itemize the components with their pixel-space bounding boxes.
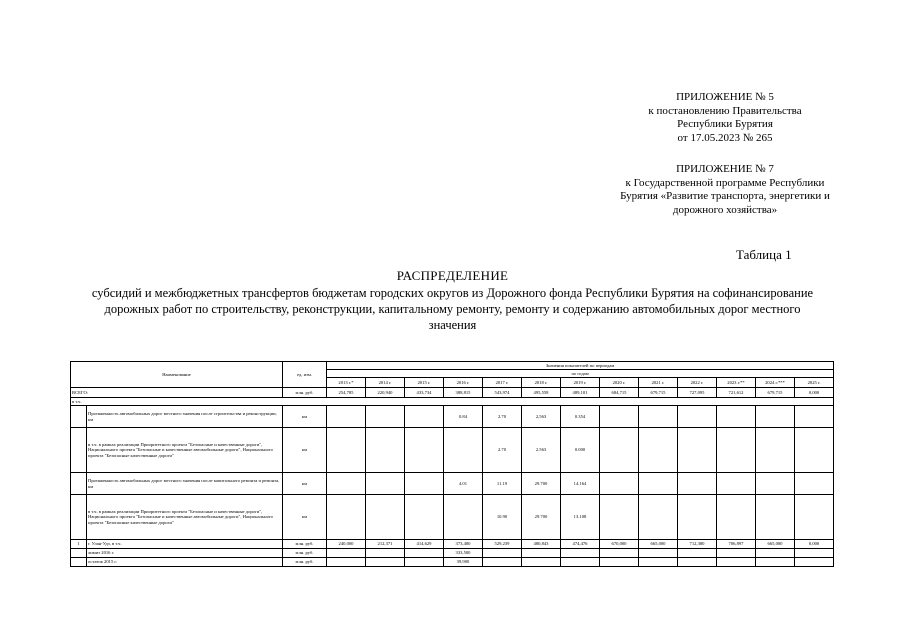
value-cell bbox=[444, 495, 483, 540]
value-cell bbox=[756, 428, 795, 473]
header-year-cell: 2025 г. bbox=[795, 378, 834, 388]
value-cell: 679,715 bbox=[756, 388, 795, 398]
value-cell: 670,000 bbox=[600, 540, 639, 549]
table-body bbox=[71, 388, 834, 567]
value-cell bbox=[522, 549, 561, 558]
indicator-label: в т.ч. в рамках реализации Приоритетного проекта "Безопасные и качественные дороги", Национального проекта "Безопасные и качественные автомобильные дороги", Национального проекта "Безопасные качественные дороги" bbox=[87, 428, 283, 473]
city-row bbox=[71, 540, 834, 549]
value-cell: 212,371 bbox=[366, 540, 405, 549]
total-unit: млн. руб. bbox=[283, 388, 327, 398]
indicator-label: Протяженность автомобильных дорог местного значения после капитального ремонта и ремонта, км bbox=[87, 473, 283, 495]
value-cell bbox=[678, 558, 717, 567]
value-cell: 712,380 bbox=[678, 540, 717, 549]
header-year-cell: 2017 г. bbox=[483, 378, 522, 388]
value-cell bbox=[717, 473, 756, 495]
value-cell: 727,095 bbox=[678, 388, 717, 398]
value-cell bbox=[795, 549, 834, 558]
value-cell: 373,400 bbox=[444, 540, 483, 549]
value-cell bbox=[756, 558, 795, 567]
value-cell: 254,785 bbox=[327, 388, 366, 398]
city-row bbox=[71, 549, 834, 558]
value-cell: 480,843 bbox=[522, 540, 561, 549]
city-row bbox=[71, 558, 834, 567]
value-cell: 495,558 bbox=[522, 388, 561, 398]
section-row bbox=[71, 398, 834, 406]
value-cell bbox=[366, 406, 405, 428]
value-cell bbox=[678, 428, 717, 473]
value-cell: 388,815 bbox=[444, 388, 483, 398]
value-cell: 2.70 bbox=[483, 428, 522, 473]
header-year-cell: 2018 г. bbox=[522, 378, 561, 388]
value-cell bbox=[639, 495, 678, 540]
value-cell bbox=[639, 428, 678, 473]
value-cell bbox=[600, 473, 639, 495]
value-cell bbox=[327, 428, 366, 473]
table-number: Таблица 1 bbox=[736, 247, 792, 262]
value-cell bbox=[756, 406, 795, 428]
value-cell bbox=[366, 549, 405, 558]
appendix-5-line: от 17.05.2023 № 265 bbox=[677, 131, 773, 144]
value-cell bbox=[639, 549, 678, 558]
value-cell bbox=[522, 558, 561, 567]
value-cell bbox=[678, 473, 717, 495]
header-year-cell: 2016 г. bbox=[444, 378, 483, 388]
value-cell bbox=[600, 495, 639, 540]
indicator-unit: км bbox=[283, 406, 327, 428]
value-cell bbox=[561, 549, 600, 558]
appendix-5-line: Республики Бурятия bbox=[677, 118, 773, 130]
value-cell: 220,940 bbox=[366, 388, 405, 398]
value-cell bbox=[639, 558, 678, 567]
value-cell bbox=[678, 495, 717, 540]
appendix-7-line: к Государственной программе Республики bbox=[625, 176, 825, 189]
indicator-label: в т.ч. в рамках реализации Приоритетного проекта "Безопасные и качественные дороги", Национального проекта "Безопасные и качественные автомобильные дороги", Национального проекта "Безопасные качественные дороги" bbox=[87, 495, 283, 540]
row-number: 1 bbox=[71, 540, 87, 549]
indicator-unit: км bbox=[283, 495, 327, 540]
value-cell: 665,000 bbox=[756, 540, 795, 549]
value-cell bbox=[600, 406, 639, 428]
value-cell bbox=[717, 428, 756, 473]
value-cell bbox=[444, 428, 483, 473]
value-cell bbox=[678, 406, 717, 428]
value-cell bbox=[717, 495, 756, 540]
value-cell: 2,563 bbox=[522, 406, 561, 428]
value-cell: 2.563 bbox=[522, 428, 561, 473]
header-year-cell: 2019 г. bbox=[561, 378, 600, 388]
value-cell bbox=[405, 549, 444, 558]
indent-cell bbox=[71, 495, 87, 540]
value-cell: 333,500 bbox=[444, 549, 483, 558]
value-cell bbox=[405, 428, 444, 473]
indent-cell bbox=[71, 406, 87, 428]
value-cell bbox=[366, 428, 405, 473]
header-year-cell: 2024 г.*** bbox=[756, 378, 795, 388]
row-number bbox=[71, 558, 87, 567]
value-cell: 665,000 bbox=[639, 540, 678, 549]
appendix-5-block bbox=[600, 91, 850, 145]
value-cell bbox=[756, 473, 795, 495]
appendix-7-line: дорожного хозяйства» bbox=[672, 203, 778, 216]
value-cell: 414,629 bbox=[405, 540, 444, 549]
city-unit: млн. руб. bbox=[283, 540, 327, 549]
value-cell: 543,974 bbox=[483, 388, 522, 398]
value-cell: 721,612 bbox=[717, 388, 756, 398]
value-cell: 0.84 bbox=[444, 406, 483, 428]
value-cell: 10.90 bbox=[483, 495, 522, 540]
header-indicator-group: Значения показателей по периодам bbox=[327, 362, 834, 370]
indicator-row bbox=[71, 473, 834, 495]
row-number bbox=[71, 549, 87, 558]
city-label: г. Улан-Удэ, в т.ч. bbox=[87, 540, 283, 549]
value-cell: 474,476 bbox=[561, 540, 600, 549]
appendix-5-line: к постановлению Правительства bbox=[648, 104, 802, 117]
value-cell bbox=[639, 406, 678, 428]
value-cell: 29.700 bbox=[522, 495, 561, 540]
value-cell bbox=[717, 558, 756, 567]
value-cell bbox=[327, 495, 366, 540]
value-cell: 0.354 bbox=[561, 406, 600, 428]
header-name: Наименование bbox=[71, 362, 283, 388]
value-cell bbox=[366, 495, 405, 540]
value-cell bbox=[795, 428, 834, 473]
value-cell bbox=[405, 473, 444, 495]
header-year-cell: 2014 г. bbox=[366, 378, 405, 388]
total-row bbox=[71, 388, 834, 398]
header-by-years: по годам bbox=[327, 370, 834, 378]
header-year-cell: 2015 г. bbox=[405, 378, 444, 388]
value-cell bbox=[366, 558, 405, 567]
value-cell bbox=[795, 495, 834, 540]
city-label: остаток 2015 г. bbox=[87, 558, 283, 567]
value-cell bbox=[483, 558, 522, 567]
value-cell bbox=[600, 558, 639, 567]
distribution-table bbox=[70, 361, 834, 567]
header-year-cell: 2022 г. bbox=[678, 378, 717, 388]
value-cell bbox=[327, 558, 366, 567]
value-cell: 433,734 bbox=[405, 388, 444, 398]
value-cell bbox=[717, 549, 756, 558]
appendix-7-block bbox=[600, 163, 850, 217]
value-cell bbox=[795, 406, 834, 428]
indicator-unit: км bbox=[283, 473, 327, 495]
appendix-7-line: Бурятия «Развитие транспорта, энергетики и bbox=[620, 190, 830, 202]
value-cell: 240,000 bbox=[327, 540, 366, 549]
value-cell: 11.19 bbox=[483, 473, 522, 495]
value-cell bbox=[561, 558, 600, 567]
indicator-row bbox=[71, 428, 834, 473]
indent-cell bbox=[71, 428, 87, 473]
indicator-row bbox=[71, 406, 834, 428]
city-label: лимит 2016 г. bbox=[87, 549, 283, 558]
value-cell bbox=[600, 549, 639, 558]
header-unit: ед. изм. bbox=[283, 362, 327, 388]
table-header bbox=[71, 362, 834, 388]
value-cell: 14.164 bbox=[561, 473, 600, 495]
city-unit: млн. руб. bbox=[283, 549, 327, 558]
value-cell: 489,101 bbox=[561, 388, 600, 398]
header-year-cell: 2021 г. bbox=[639, 378, 678, 388]
document-title: РАСПРЕДЕЛЕНИЕ bbox=[396, 268, 509, 283]
indent-cell bbox=[71, 473, 87, 495]
value-cell: 0.000 bbox=[561, 428, 600, 473]
header-year-cell: 2023 г.** bbox=[717, 378, 756, 388]
total-label: ВСЕГО: bbox=[71, 388, 283, 398]
appendix-5-line: ПРИЛОЖЕНИЕ № 5 bbox=[676, 91, 774, 103]
document-subtitle: субсидий и межбюджетных трансфертов бюджетам городских округов из Дорожного фонда Республики Бурятия на софинансирование дорожных работ по строительству, реконструкции, капитальному ремонту, ремонту и содержанию автомобильных дорог местного значения bbox=[91, 286, 814, 332]
value-cell: 684,715 bbox=[600, 388, 639, 398]
value-cell: 529,239 bbox=[483, 540, 522, 549]
value-cell bbox=[717, 406, 756, 428]
indicator-unit: км bbox=[283, 428, 327, 473]
value-cell bbox=[327, 549, 366, 558]
appendix-7-line: ПРИЛОЖЕНИЕ № 7 bbox=[676, 163, 774, 175]
value-cell bbox=[405, 558, 444, 567]
value-cell bbox=[405, 495, 444, 540]
indicator-row bbox=[71, 495, 834, 540]
header-year-cell: 2020 г. bbox=[600, 378, 639, 388]
value-cell: 0,000 bbox=[795, 388, 834, 398]
value-cell: 29.700 bbox=[522, 473, 561, 495]
value-cell bbox=[366, 473, 405, 495]
value-cell bbox=[405, 406, 444, 428]
value-cell: 2.70 bbox=[483, 406, 522, 428]
value-cell: 706,897 bbox=[717, 540, 756, 549]
value-cell bbox=[795, 558, 834, 567]
header-year-cell: 2013 г.* bbox=[327, 378, 366, 388]
value-cell: 39,900 bbox=[444, 558, 483, 567]
value-cell: 679,715 bbox=[639, 388, 678, 398]
value-cell bbox=[483, 549, 522, 558]
value-cell bbox=[327, 406, 366, 428]
value-cell: 13.108 bbox=[561, 495, 600, 540]
value-cell: 4.01 bbox=[444, 473, 483, 495]
indicator-label: Протяженность автомобильных дорог местного значения после строительства и реконструкции, км bbox=[87, 406, 283, 428]
value-cell bbox=[327, 473, 366, 495]
value-cell bbox=[678, 549, 717, 558]
value-cell bbox=[639, 473, 678, 495]
section-label: в т.ч. bbox=[71, 398, 834, 406]
value-cell bbox=[795, 473, 834, 495]
value-cell: 0,000 bbox=[795, 540, 834, 549]
value-cell bbox=[756, 549, 795, 558]
value-cell bbox=[756, 495, 795, 540]
city-unit: млн. руб. bbox=[283, 558, 327, 567]
value-cell bbox=[600, 428, 639, 473]
